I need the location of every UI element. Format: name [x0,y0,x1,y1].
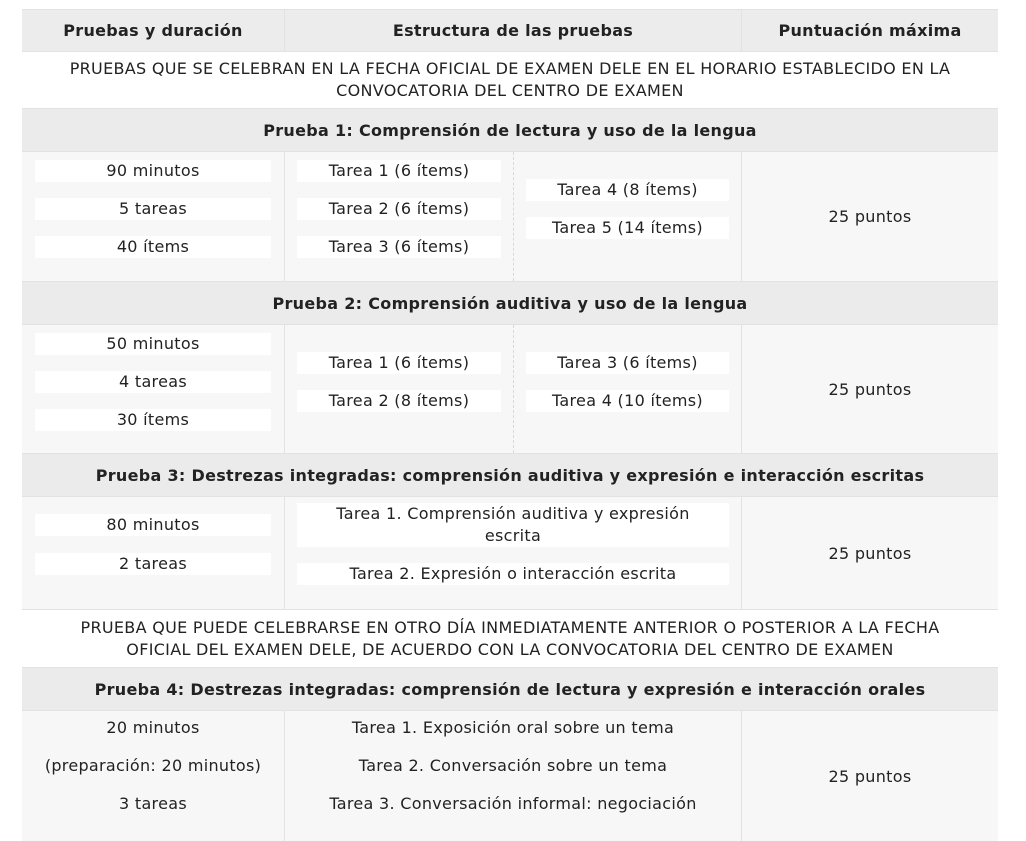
prueba-1-title: Prueba 1: Comprensión de lectura y uso de la lengua [22,109,998,152]
prueba-2-duration-cell [22,325,284,453]
duration-item: (preparación: 20 minutos) [44,756,262,775]
task-item: Tarea 4 (10 ítems) [526,390,729,412]
task-item: Tarea 4 (8 ítems) [526,179,729,201]
prueba-2-points-cell [741,325,998,453]
duration-item: 40 ítems [35,236,271,258]
task-item: Tarea 2 (6 ítems) [297,198,501,220]
task-item: Tarea 1. Comprensión auditiva y expresión escrita [297,503,729,547]
points-value: 25 puntos [828,543,912,563]
prueba-3-title: Prueba 3: Destrezas integradas: comprensión auditiva y expresión e interacción escritas [22,454,998,497]
prueba-2-row [22,325,998,454]
points-value: 25 puntos [828,766,912,786]
prueba-3-points-cell [741,497,998,609]
prueba-3-tasks-cell [284,497,741,609]
prueba-1-tasks-right [513,152,741,281]
prueba-2-tasks-left [284,325,513,453]
task-item: Tarea 3. Conversación informal: negociación [329,794,697,813]
prueba-4-tasks-cell [284,711,741,841]
prueba-1-row [22,152,998,282]
task-item: Tarea 1 (6 ítems) [297,352,501,374]
prueba-4-title: Prueba 4: Destrezas integradas: comprensión de lectura y expresión e interacción orales [22,668,998,711]
points-value: 25 puntos [828,379,912,399]
task-item: Tarea 3 (6 ítems) [526,352,729,374]
header-tests-duration: Pruebas y duración [63,21,243,40]
prueba-1-points-cell [741,152,998,281]
header-max-score: Puntuación máxima [741,10,998,51]
duration-item: 20 minutos [106,718,200,737]
duration-item: 3 tareas [119,794,187,813]
alternate-date-banner: PRUEBA QUE PUEDE CELEBRARSE EN OTRO DÍA INMEDIATAMENTE ANTERIOR O POSTERIOR A LA FECHA OFICIAL DEL EXAMEN DELE, DE ACUERDO CON LA CONVOCATORIA DEL CENTRO DE EXAMEN [22,610,998,668]
duration-item: 90 minutos [35,160,271,182]
task-item: Tarea 1. Exposición oral sobre un tema [351,718,675,737]
prueba-1-tasks-left [284,152,513,281]
prueba-4-points-cell [741,711,998,841]
duration-item: 80 minutos [35,514,271,536]
prueba-3-row [22,497,998,610]
duration-item: 30 ítems [35,409,271,431]
task-item: Tarea 2. Conversación sobre un tema [358,756,668,775]
dele-exam-table [22,9,998,841]
task-item: Tarea 2. Expresión o interacción escrita [297,563,729,585]
task-item: Tarea 5 (14 ítems) [526,217,729,239]
prueba-3-duration-cell [22,497,284,609]
header-structure: Estructura de las pruebas [284,10,741,51]
prueba-4-row [22,711,998,841]
official-date-banner: PRUEBAS QUE SE CELEBRAN EN LA FECHA OFICIAL DE EXAMEN DELE EN EL HORARIO ESTABLECIDO EN LA CONVOCATORIA DEL CENTRO DE EXAMEN [22,52,998,109]
duration-item: 4 tareas [35,371,271,393]
table-header-row [22,9,998,52]
duration-item: 50 minutos [35,333,271,355]
prueba-1-duration-cell [22,152,284,281]
points-value: 25 puntos [828,207,912,226]
task-item: Tarea 2 (8 ítems) [297,390,501,412]
task-item: Tarea 3 (6 ítems) [297,236,501,258]
duration-item: 2 tareas [35,553,271,575]
duration-item: 5 tareas [35,198,271,220]
prueba-2-title: Prueba 2: Comprensión auditiva y uso de la lengua [22,282,998,325]
task-item: Tarea 1 (6 ítems) [297,160,501,182]
prueba-2-tasks-right [513,325,741,453]
prueba-4-duration-cell [22,711,284,841]
